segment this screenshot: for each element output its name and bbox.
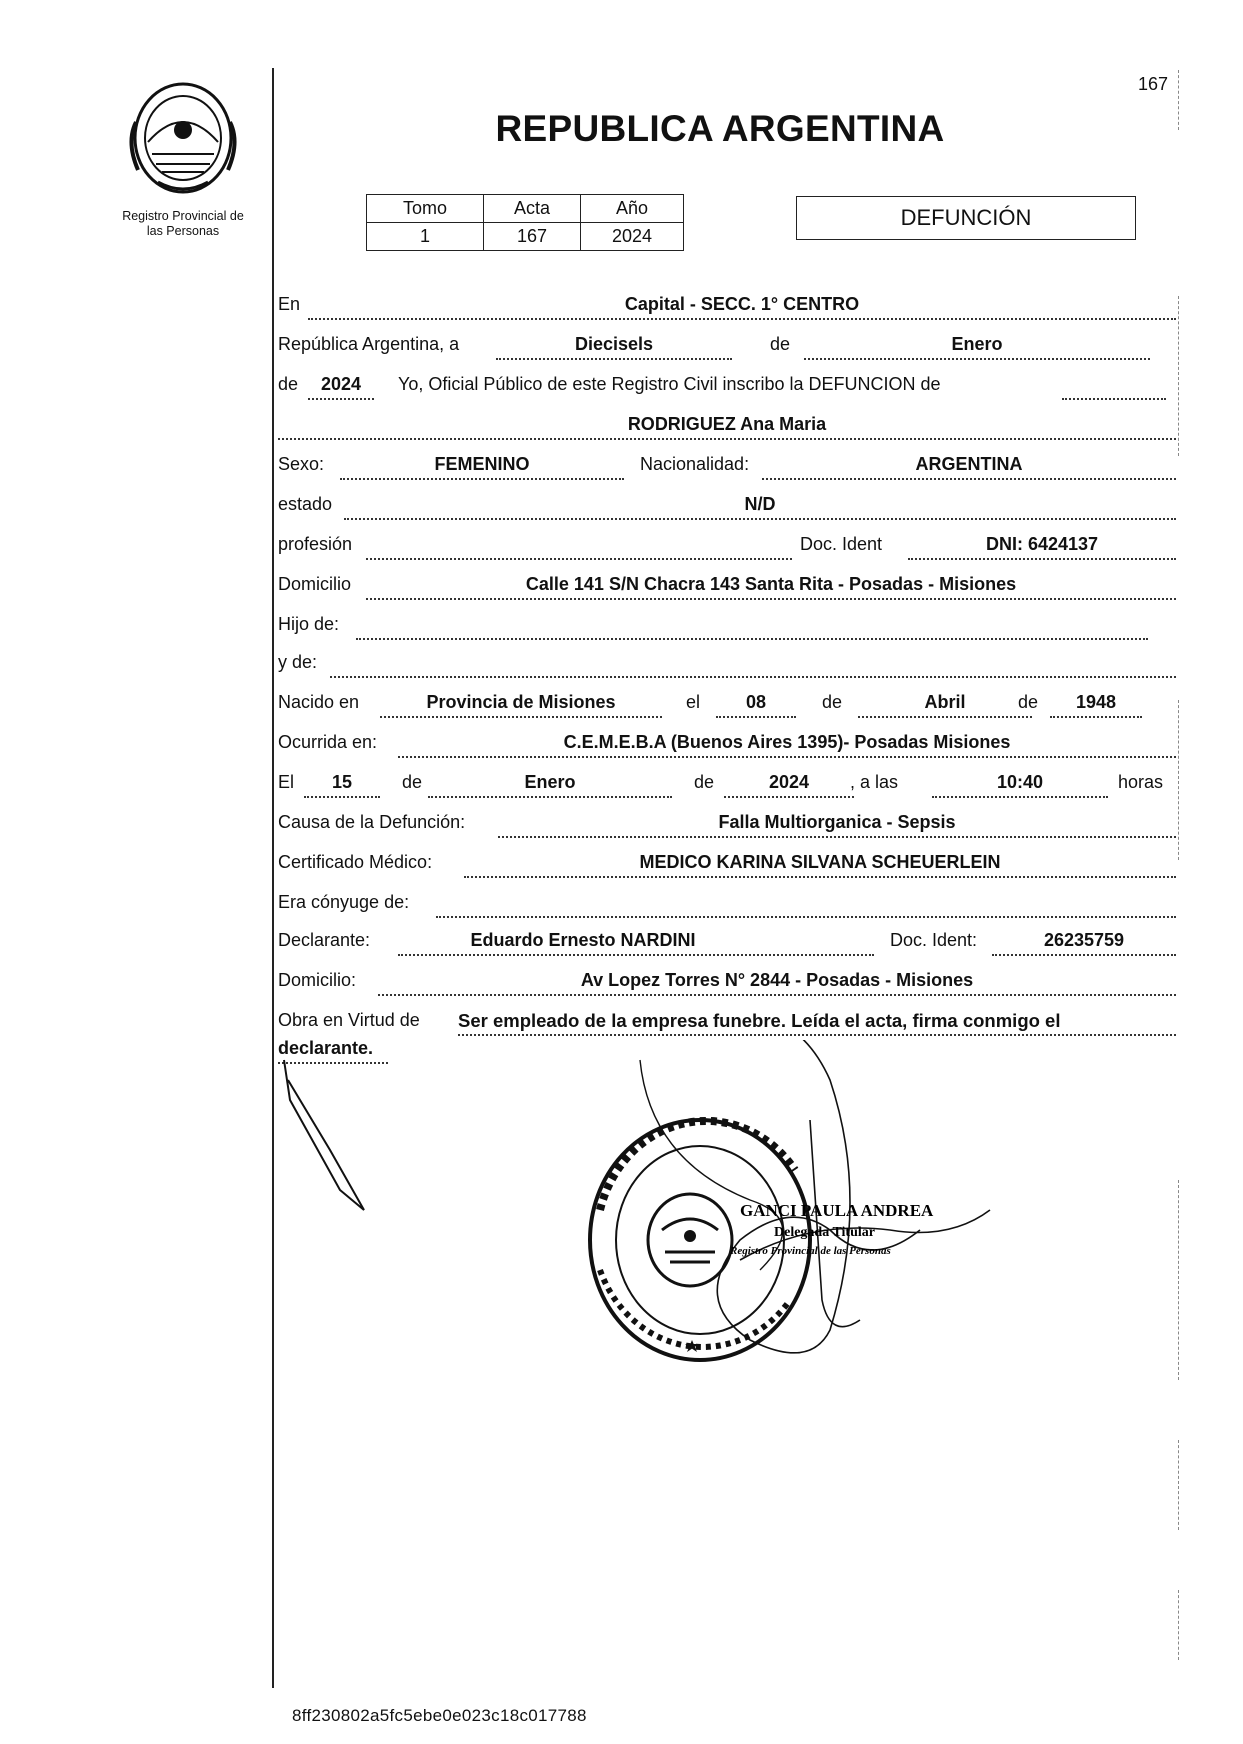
el-label: el	[686, 692, 701, 712]
row-nacido	[278, 692, 1178, 718]
record-header-row	[367, 195, 684, 223]
edge-mark	[1178, 1180, 1179, 1380]
record-type-box: DEFUNCIÓN	[796, 196, 1136, 240]
domicilio-value: Calle 141 S/N Chacra 143 Santa Rita - Posadas - Misiones	[525, 574, 1017, 594]
record-anio: 2024	[581, 223, 684, 251]
declarante-value: Eduardo Ernesto NARDINI	[470, 930, 696, 950]
doc2-value: 26235759	[1043, 930, 1125, 950]
de-label-d: de	[694, 772, 715, 792]
edge-mark	[1178, 1440, 1179, 1530]
causa-label: Causa de la Defunción:	[278, 812, 466, 832]
nacido-anio: 1948	[1075, 692, 1117, 712]
row-nombre	[278, 414, 1178, 440]
conyuge-label: Era cónyuge de:	[278, 892, 410, 912]
row-conyuge	[278, 892, 1178, 918]
row-sexo	[278, 454, 1178, 480]
yde-label: y de:	[278, 652, 318, 672]
domicilio2-label: Domicilio:	[278, 970, 357, 990]
row-fecha-defuncion	[278, 772, 1178, 798]
sexo-value: FEMENINO	[434, 454, 530, 474]
ocurrida-label: Ocurrida en:	[278, 732, 378, 752]
domicilio2-value: Av Lopez Torres N° 2844 - Posadas - Misiones	[580, 970, 974, 990]
nacido-lugar: Provincia de Misiones	[426, 692, 616, 712]
obra-label: Obra en Virtud de	[278, 1010, 420, 1030]
alas-label: , a las	[850, 772, 899, 792]
doc-ident-label: Doc. Ident	[800, 534, 883, 554]
en-label: En	[278, 294, 301, 314]
official-role: Delegada Titular	[774, 1225, 875, 1240]
doc2-label: Doc. Ident:	[890, 930, 978, 950]
row-oficial	[278, 374, 1178, 400]
sexo-label: Sexo:	[278, 454, 325, 474]
nacido-label: Nacido en	[278, 692, 360, 712]
nacionalidad-value: ARGENTINA	[915, 454, 1023, 474]
registry-name	[98, 209, 268, 239]
de-label-a: de	[822, 692, 843, 712]
year-value: 2024	[320, 374, 362, 394]
republica-label: República Argentina, a	[278, 334, 460, 354]
row-certificado	[278, 852, 1178, 878]
row-domicilio	[278, 574, 1178, 600]
month-value: Enero	[951, 334, 1003, 354]
edge-mark	[1178, 296, 1179, 456]
official-org: Registro Provincial de las Personas	[730, 1245, 891, 1257]
ocurrida-value: C.E.M.E.B.A (Buenos Aires 1395)- Posadas Misiones	[563, 732, 1011, 752]
record-header-acta: Acta	[484, 195, 581, 223]
nacionalidad-label: Nacionalidad:	[640, 454, 750, 474]
row-estado	[278, 494, 1178, 520]
causa-value: Falla Multiorganica - Sepsis	[718, 812, 956, 832]
row-hijo	[278, 614, 1178, 640]
de-label-1: de	[770, 334, 791, 354]
de-label-b: de	[1018, 692, 1039, 712]
edge-mark	[1178, 700, 1179, 860]
def-anio: 2024	[768, 772, 810, 792]
profesion-label: profesión	[278, 534, 353, 554]
registry-name-line2: las Personas	[146, 224, 220, 238]
page-number: 167	[1138, 74, 1169, 94]
El-label: El	[278, 772, 295, 792]
edge-mark	[1178, 1590, 1179, 1660]
certificado-value: MEDICO KARINA SILVANA SCHEUERLEIN	[639, 852, 1001, 872]
row-en	[278, 294, 1178, 320]
day-words: Diecisels	[574, 334, 654, 354]
de-label-2: de	[278, 374, 299, 394]
signature-stamp-area	[270, 1040, 1100, 1400]
edge-mark	[1178, 70, 1179, 130]
official-stamp-icon	[590, 1120, 810, 1360]
hijo-label: Hijo de:	[278, 614, 340, 634]
row-profesion	[278, 534, 1178, 560]
row-obra	[278, 1010, 1178, 1036]
de-label-c: de	[402, 772, 423, 792]
row-yde	[278, 652, 1178, 678]
record-acta: 167	[484, 223, 581, 251]
en-value: Capital - SECC. 1° CENTRO	[624, 294, 860, 314]
record-table	[366, 194, 684, 251]
misiones-seal-icon	[118, 72, 248, 200]
record-header-tomo: Tomo	[367, 195, 484, 223]
provincial-seal	[118, 72, 248, 200]
margin-line	[272, 68, 274, 1688]
record-header-anio: Año	[581, 195, 684, 223]
page-title: REPUBLICA ARGENTINA	[495, 108, 945, 149]
declarante-label: Declarante:	[278, 930, 371, 950]
nacido-dia: 08	[745, 692, 767, 712]
domicilio-label: Domicilio	[278, 574, 352, 594]
record-value-row	[367, 223, 684, 251]
row-fecha	[278, 334, 1178, 360]
row-declarante	[278, 930, 1178, 956]
deceased-name: RODRIGUEZ Ana Maria	[627, 414, 827, 434]
estado-value: N/D	[744, 494, 776, 514]
def-hora: 10:40	[996, 772, 1044, 792]
obra-value-2: declarante.	[278, 1038, 374, 1058]
oficial-text: Yo, Oficial Público de este Registro Civil inscribo la DEFUNCION de	[398, 374, 941, 394]
estado-label: estado	[278, 494, 333, 514]
def-dia: 15	[331, 772, 353, 792]
obra-value: Ser empleado de la empresa funebre. Leída el acta, firma conmigo el	[458, 1010, 1061, 1031]
registry-name-line1: Registro Provincial de	[122, 209, 244, 223]
document-hash: 8ff230802a5fc5ebe0e023c18c017788	[292, 1706, 587, 1725]
row-ocurrida	[278, 732, 1178, 758]
horas-label: horas	[1118, 772, 1164, 792]
certificado-label: Certificado Médico:	[278, 852, 433, 872]
row-domicilio2	[278, 970, 1178, 996]
def-mes: Enero	[524, 772, 576, 792]
nacido-mes: Abril	[924, 692, 966, 712]
row-causa	[278, 812, 1178, 838]
official-name: GANCI PAULA ANDREA	[740, 1201, 934, 1220]
record-tomo: 1	[367, 223, 484, 251]
doc-ident-value: DNI: 6424137	[985, 534, 1099, 554]
